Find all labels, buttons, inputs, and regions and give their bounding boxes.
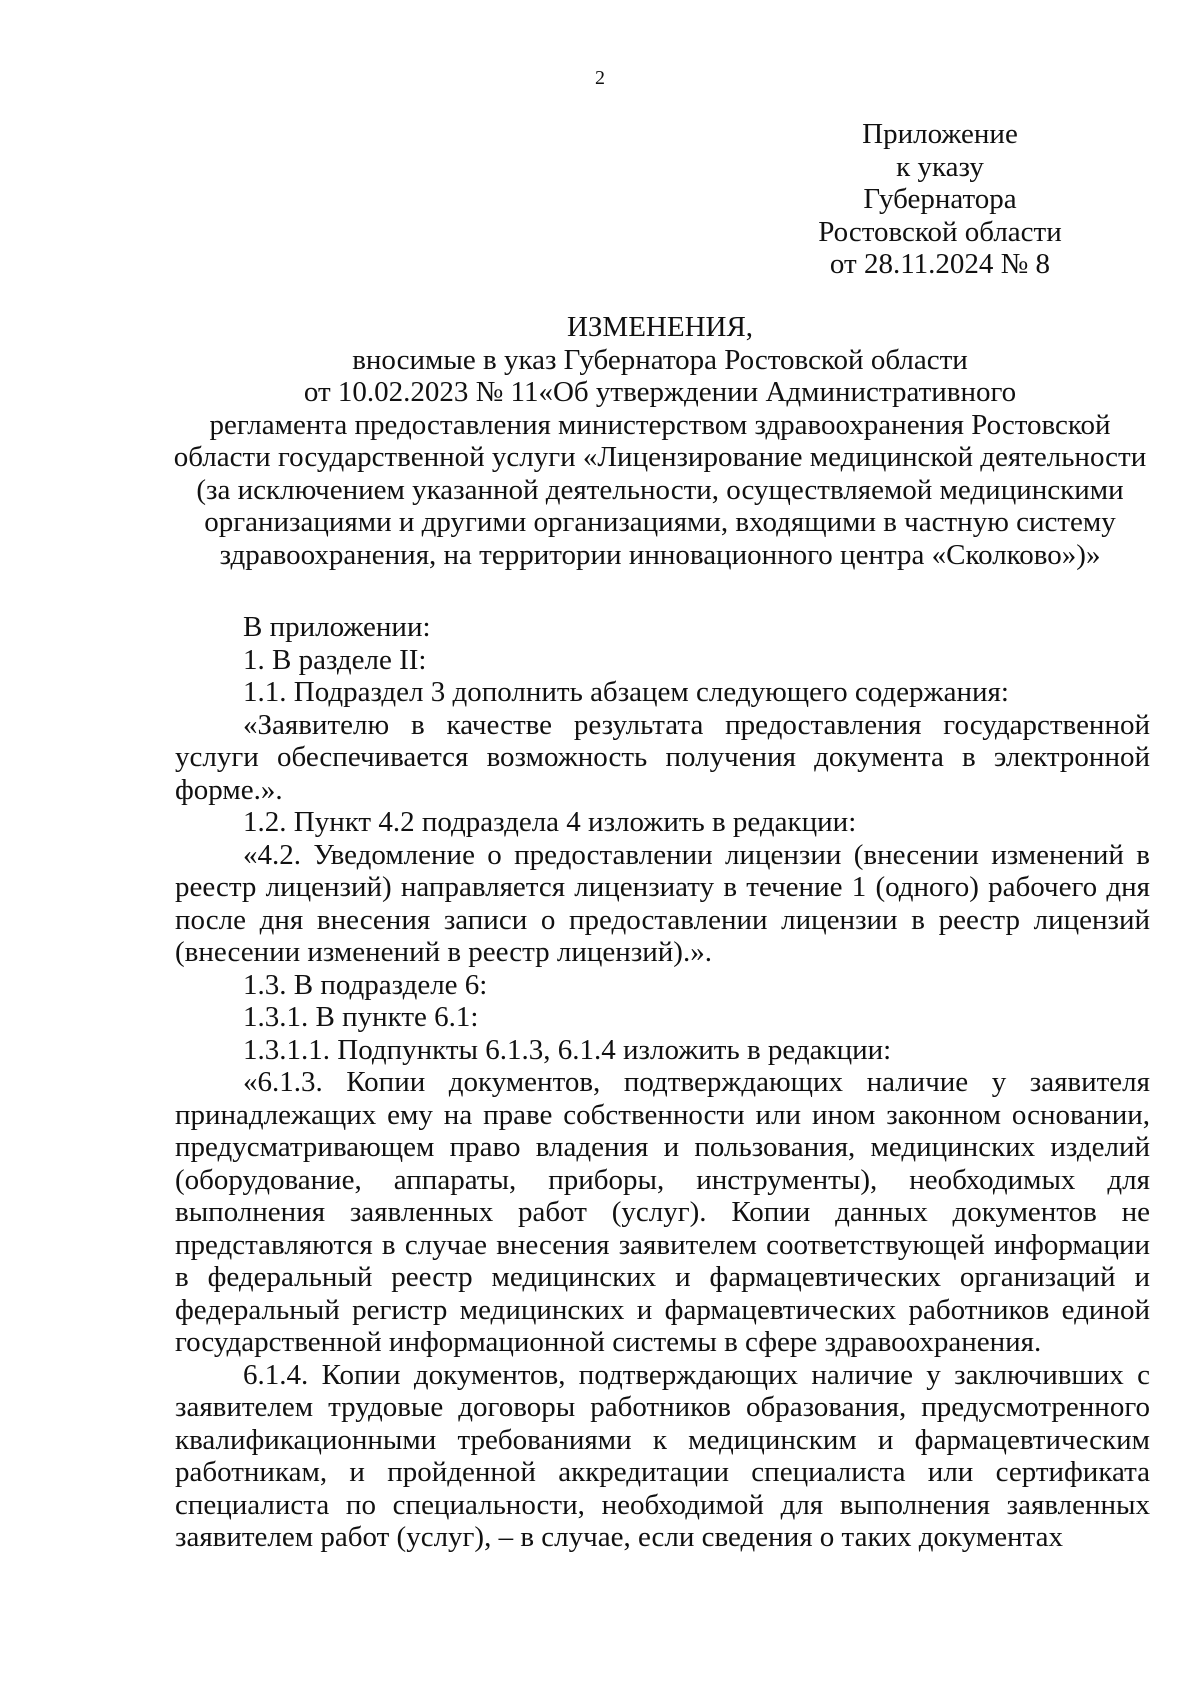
appendix-header: [760, 118, 1120, 281]
paragraph: 1.1. Подраздел 3 дополнить абзацем следующего содержания:: [243, 676, 1009, 708]
paragraph: В приложении:: [243, 611, 431, 643]
document-body: [175, 611, 1150, 1554]
document-title: [160, 311, 1160, 571]
paragraph: «4.2. Уведомление о предоставлении лицензии (внесении изменений в реестр лицензий) направляется лицензиату в течение 1 (одного) рабочего дня после дня внесения записи о предоставлении лицензии в реестр лицензий (внесении изменений в реестр лицензий).».: [175, 838, 1150, 968]
paragraph: 1.3. В подразделе 6:: [243, 968, 488, 1001]
appendix-line: Приложение: [862, 118, 1018, 150]
paragraph: 1.3.1. В пункте 6.1:: [243, 1001, 479, 1033]
paragraph: 1.2. Пункт 4.2 подраздела 4 изложить в редакции:: [243, 806, 857, 838]
page-number: 2: [595, 67, 605, 89]
paragraph: «6.1.3. Копии документов, подтверждающих наличие у заявителя принадлежащих ему на праве собственности или ином законном основании, предусматривающем право владения и пользования, медицинских изделий (оборудование, аппараты, приборы, инструменты), необходимых для выполнения заявленных работ (услуг). Копии данных документов не представляются в случае внесения заявителем соответствующей информации в федеральный реестр медицинских и фармацевтических организаций и федеральный регистр медицинских и фармацевтических работников единой государственной информационной системы в сфере здравоохранения.: [175, 1066, 1150, 1358]
appendix-line: к указу: [896, 150, 984, 183]
paragraph: 1. В разделе II:: [243, 643, 427, 676]
title-line: здравоохранения, на территории инновационного центра «Сколково»)»: [219, 538, 1101, 571]
appendix-line: Губернатора: [863, 183, 1017, 215]
title-line: от 10.02.2023 № 11«Об утверждении Административного: [303, 376, 1017, 408]
paragraph: «Заявителю в качестве результата предоставления государственной услуги обеспечивается возможность получения документа в электронной форме.».: [175, 708, 1150, 806]
title-heading: ИЗМЕНЕНИЯ,: [566, 311, 754, 343]
title-line: области государственной услуги «Лицензирование медицинской деятельности: [173, 441, 1147, 473]
paragraph: 1.3.1.1. Подпункты 6.1.3, 6.1.4 изложить в редакции:: [243, 1033, 892, 1066]
title-line: организациями и другими организациями, входящими в частную систему: [204, 506, 1116, 538]
title-line: (за исключением указанной деятельности, осуществляемой медицинскими: [196, 473, 1124, 506]
appendix-line: Ростовской области: [818, 215, 1062, 248]
paragraph: 6.1.4. Копии документов, подтверждающих наличие у заключивших с заявителем трудовые договоры работников образования, предусмотренного квалификационными требованиями к медицинским и фармацевтическим работникам, и пройденной аккредитации специалиста или сертификата специалиста по специальности, необходимой для выполнения заявленных заявителем работ (услуг), – в случае, если сведения о таких документах: [175, 1358, 1150, 1553]
title-line: вносимые в указ Губернатора Ростовской области: [352, 343, 968, 376]
title-line: регламента предоставления министерством здравоохранения Ростовской: [209, 408, 1111, 441]
appendix-line: от 28.11.2024 № 8: [829, 248, 1051, 280]
